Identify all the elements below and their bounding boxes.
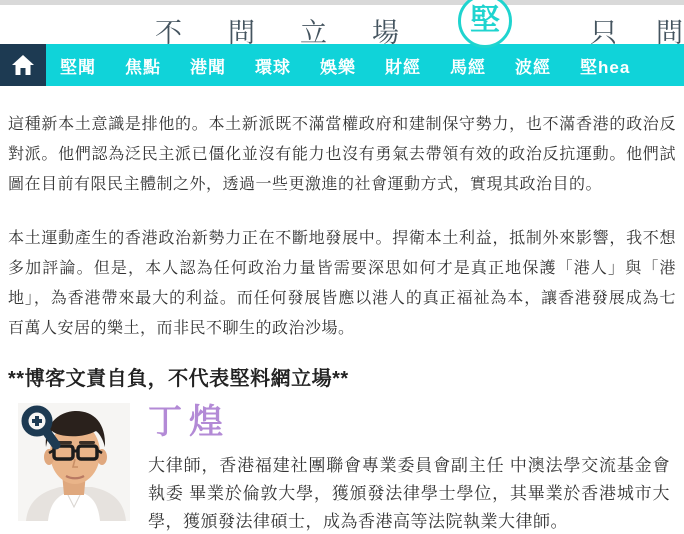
home-icon — [12, 55, 34, 75]
author-photo[interactable] — [18, 403, 130, 521]
nav-item-news[interactable]: 堅聞 — [60, 57, 96, 77]
nav-item-horse-racing[interactable]: 馬經 — [450, 57, 486, 77]
nav-item-finance[interactable]: 財經 — [385, 57, 421, 77]
tagline-char: 問 — [228, 18, 255, 48]
tagline-char: 不 — [155, 18, 182, 48]
article-paragraph-1: 這種新本土意識是排他的。本土新派既不滿當權政府和建制保守勢力，也不滿香港的政治反對派。他們認為泛民主派已僵化並沒有能力也沒有勇氣去帶領有效的政治反抗運動。他們試圖在目前有限民主體制之外，透過一些更激進的社會運動方式，實現其政治目的。 — [8, 116, 676, 193]
article-paragraph-2: 本土運動產生的香港政治新勢力正在不斷地發展中。捍衛本土利益，抵制外來影響，我不想多加評論。但是，本人認為任何政治力量皆需要深思如何才是真正地保護「港人」與「港地」，為香港帶來最大的利益。而任何發展皆應以港人的真正福祉為本，讓香港發展成為七百萬人安居的樂土，而非民不聊生的政治沙場。 — [8, 230, 676, 337]
tagline-char: 問 — [656, 18, 683, 48]
nav-item-hea[interactable]: 堅hea — [580, 57, 631, 77]
nav-item-global[interactable]: 環球 — [255, 57, 291, 77]
home-button[interactable] — [0, 44, 46, 86]
main-nav — [0, 44, 684, 86]
blog-disclaimer: **博客文責自負，不代表堅料網立場** — [8, 368, 349, 390]
author-card — [8, 403, 676, 534]
author-name: 丁煌 — [148, 403, 230, 441]
author-info — [148, 403, 676, 534]
tagline-char: 場 — [372, 18, 399, 48]
nav-items — [60, 44, 630, 86]
author-bio: 大律師，香港福建社團聯會專業委員會副主任 中澳法學交流基金會執委 畢業於倫敦大學，獲頒發法律學士學位，其畢業於香港城市大學，獲頒發法律碩士，成為香港高等法院執業大律師。 — [148, 456, 670, 531]
site-logo-icon[interactable] — [458, 0, 512, 48]
tagline-char: 只 — [590, 18, 617, 48]
nav-item-hk-news[interactable]: 港聞 — [190, 57, 226, 77]
site-header — [0, 4, 684, 48]
zoom-plus-icon[interactable] — [20, 405, 62, 451]
tagline-char: 立 — [300, 18, 327, 48]
nav-item-focus[interactable]: 焦點 — [125, 57, 161, 77]
nav-item-entertainment[interactable]: 娛樂 — [320, 57, 356, 77]
article-body — [0, 110, 684, 534]
nav-item-soccer[interactable]: 波經 — [515, 57, 551, 77]
site-logo-char: 堅 — [470, 4, 500, 37]
